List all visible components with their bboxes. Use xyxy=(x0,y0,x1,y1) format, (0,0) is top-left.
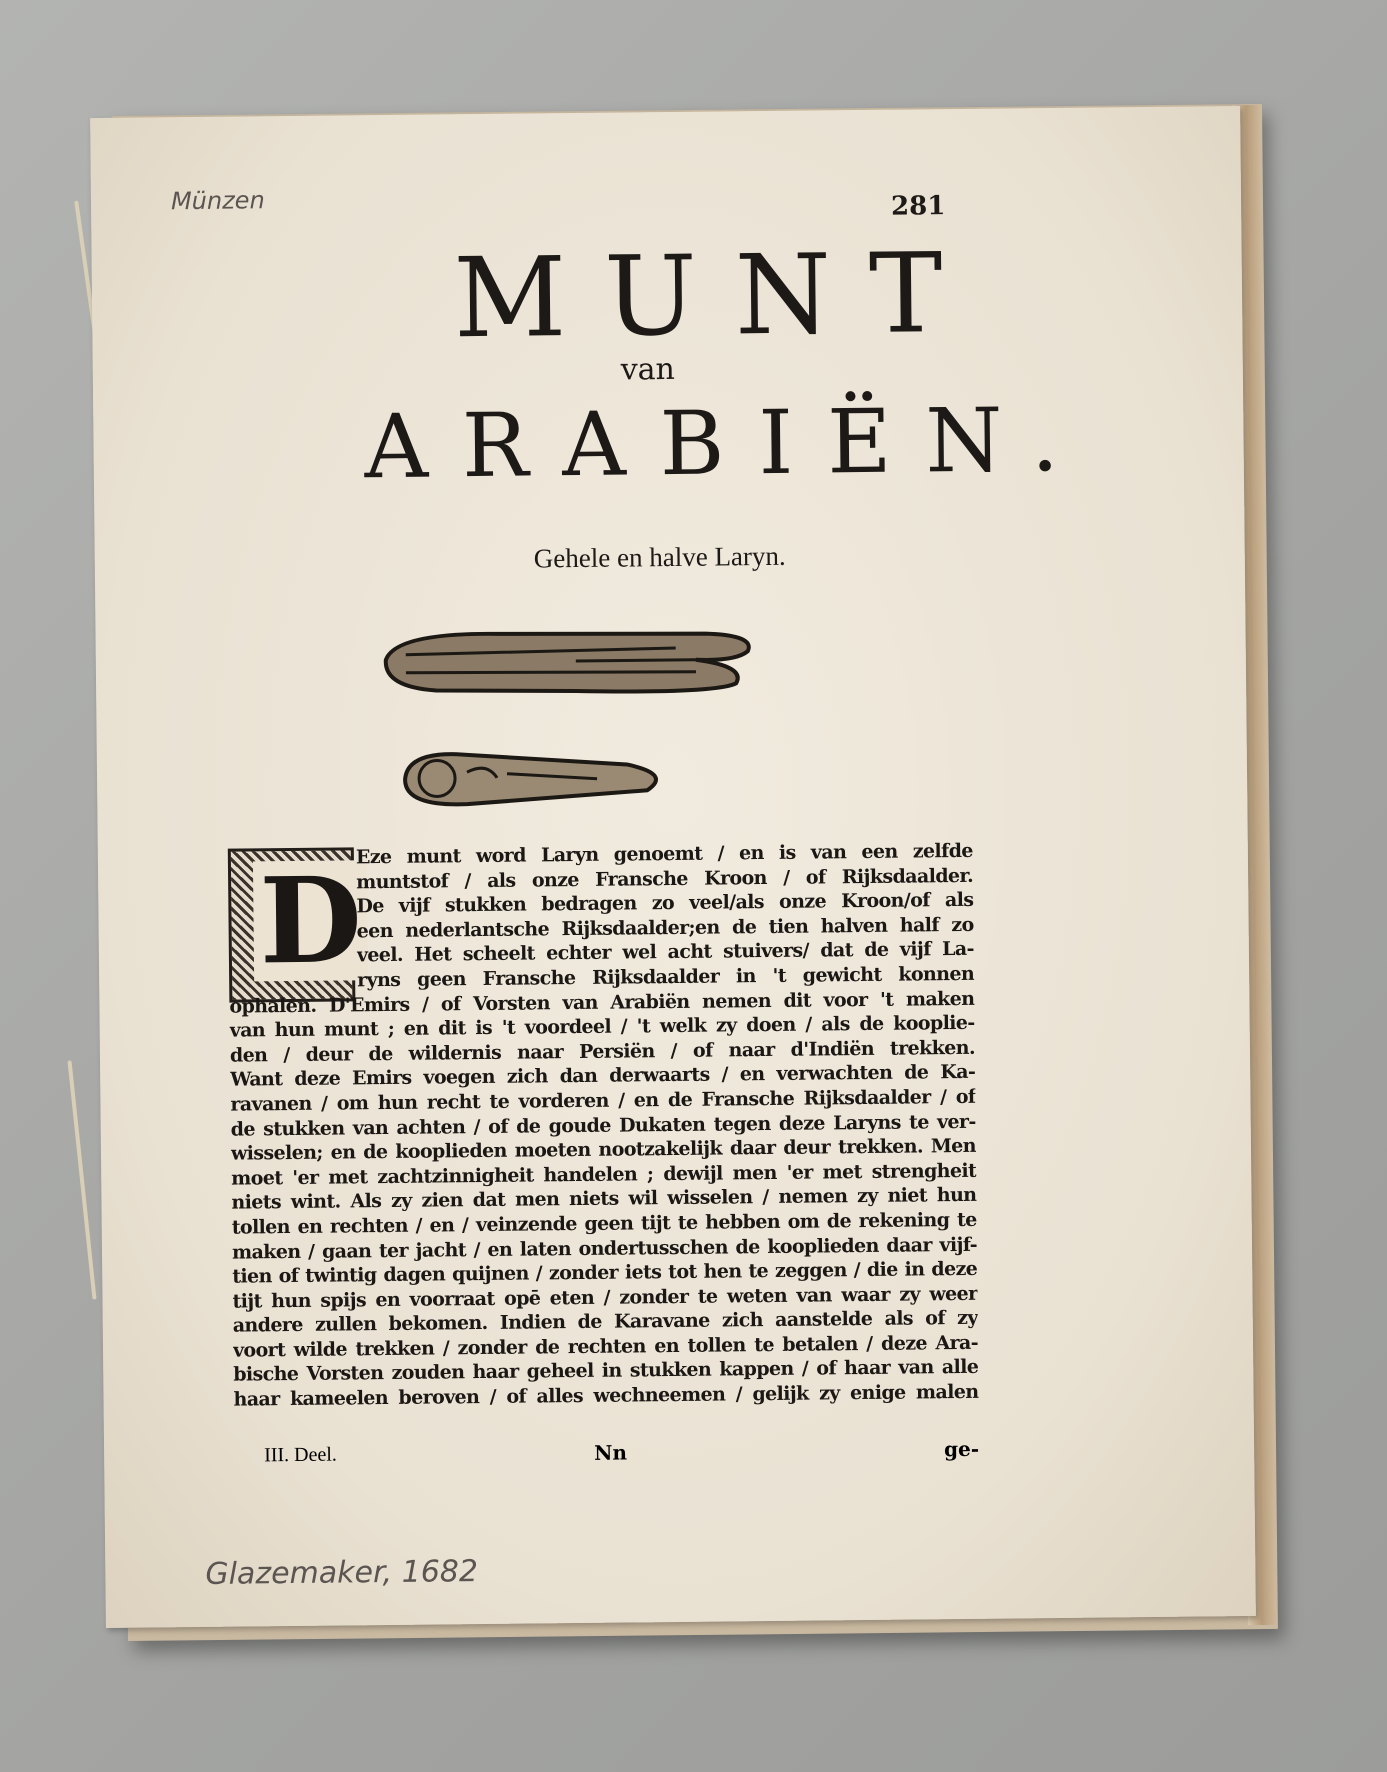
decorated-initial: D xyxy=(228,847,356,1002)
page-footer xyxy=(234,1437,979,1475)
title-munt: MUNT xyxy=(452,228,982,363)
text-line: ophalen. D'Emirs / of Vorsten van Arabiën nemen dit voor 't maken xyxy=(229,987,975,1018)
gathering-mark: Nn xyxy=(594,1440,628,1465)
title-arabien: ARABIËN. xyxy=(363,387,1094,499)
binding-thread xyxy=(67,1060,96,1299)
handwritten-note-bottom: Glazemaker, 1682 xyxy=(205,1554,479,1592)
text-line: van hun munt ; en dit is 't voordeel / 't welk zy doen / als de kooplie- xyxy=(229,1012,975,1042)
text-line: De vijf stukken bedragen zo veel/als onze Kroon/of als xyxy=(356,889,974,918)
text-line: andere zullen bekomen. Indien de Karavane zich aanstelde als of zy xyxy=(232,1307,978,1337)
subtitle: Gehele en halve Laryn. xyxy=(533,540,786,574)
text-line: muntstof / als onze Fransche Kroon / of Rijksdaalder. xyxy=(356,864,974,893)
text-line: wisselen; en de kooplieden moeten nootzakelijk daar deur trekken. Men xyxy=(230,1134,977,1165)
text-line: haar kameelen beroven / of alles wechneemen / gelijk zy enige malen xyxy=(233,1380,979,1411)
text-line: ryns geen Fransche Rijksdaalder in 't gewicht konnen xyxy=(357,962,975,992)
text-line: maken / gaan ter jacht / en laten ondertusschen de kooplieden daar vijf- xyxy=(231,1233,978,1264)
document-page xyxy=(90,106,1256,1628)
text-line: moet 'er met zachtzinnigheit handelen ; dewijl men 'er met strengheit xyxy=(231,1159,977,1190)
text-line: Want deze Emirs voegen zich dan derwaarts / en verwachten de Ka- xyxy=(230,1061,976,1091)
signature-mark: III. Deel. xyxy=(264,1443,337,1467)
whole-laryn-coin-illustration xyxy=(375,621,761,705)
text-line: tien of twintig dagen quijnen / zonder iets tot hen te zeggen / die in deze xyxy=(232,1257,978,1288)
page-number: 281 xyxy=(890,191,946,222)
text-line: de stukken van achten / of de goude Dukaten tegen deze Laryns te ver- xyxy=(230,1110,976,1141)
text-line: een nederlantsche Rijksdaalder;en de tien halven half zo xyxy=(356,913,974,943)
catchword: ge- xyxy=(943,1436,980,1462)
text-line: niets wint. Als zy zien dat men niets wil wisselen / nemen zy niet hun xyxy=(231,1184,977,1214)
handwritten-note-top: Münzen xyxy=(170,186,265,216)
text-line: veel. Het scheelt echter wel acht stuivers/ dat de vijf La- xyxy=(356,938,974,967)
text-line: ravanen / om hun recht te vorderen / en de Fransche Rijksdaalder / of xyxy=(230,1085,976,1116)
half-laryn-coin-illustration xyxy=(397,742,678,815)
title-van: van xyxy=(620,351,676,388)
text-line: voort wilde trekken / zonder de rechten en tollen te betalen / deze Ara- xyxy=(232,1331,979,1362)
show-through-text xyxy=(181,170,881,177)
text-line: bische Vorsten zouden haar geheel in stukken kappen / of haar van alle xyxy=(233,1356,979,1387)
body-text xyxy=(228,839,979,1412)
text-line: Eze munt word Laryn genoemt / en is van een zelfde xyxy=(355,839,973,869)
text-line: den / deur de wildernis naar Persiën / of naar d'Indiën trekken. xyxy=(229,1036,976,1067)
text-line: tollen en rechten / en / veinzende geen tijt te hebben om de rekening te xyxy=(231,1208,977,1239)
text-line: tijt hun spijs en voorraat opē eten / zonder te weten van waar zy weer xyxy=(232,1282,978,1313)
